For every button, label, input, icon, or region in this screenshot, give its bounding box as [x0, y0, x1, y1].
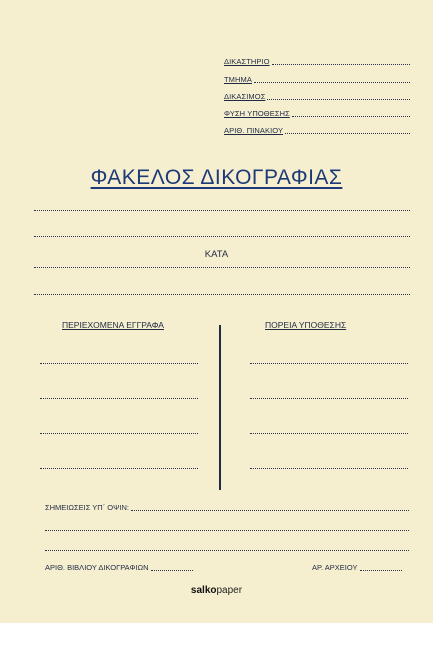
- case-book-field: [45, 562, 193, 572]
- notes-label: ΣΗΜΕΙΩΣΕΙΣ ΥΠ΄ ΟΨΙΝ:: [45, 503, 129, 512]
- progress-line-2[interactable]: [250, 397, 408, 399]
- contents-line-2[interactable]: [40, 397, 198, 399]
- hearing-date-label: ΔΙΚΑΣΙΜΟΣ: [224, 92, 266, 101]
- archive-field: [312, 562, 402, 572]
- notes-line-2[interactable]: [45, 529, 409, 531]
- brand-name-bold: salko: [190, 585, 217, 596]
- hearing-date-fill-line[interactable]: [267, 98, 410, 100]
- case-nature-label: ΦΥΣΗ ΥΠΟΘΕΣΗΣ: [224, 109, 290, 118]
- notes-line-3[interactable]: [45, 549, 409, 551]
- versus-label: ΚΑΤΑ: [204, 249, 229, 260]
- case-nature-fill-line[interactable]: [292, 115, 410, 117]
- column-divider: [219, 325, 221, 490]
- court-field: [224, 56, 410, 66]
- section-fill-line[interactable]: [254, 81, 410, 83]
- docket-number-field: [224, 125, 410, 135]
- progress-line-1[interactable]: [250, 362, 408, 364]
- notes-line-1[interactable]: [131, 509, 409, 511]
- contents-heading: ΠΕΡΙΕΧΟΜΕΝΑ ΕΓΓΡΑΦΑ: [62, 320, 164, 330]
- docket-number-fill-line[interactable]: [285, 132, 410, 134]
- progress-line-3[interactable]: [250, 432, 408, 434]
- party-line-1[interactable]: [34, 209, 410, 211]
- court-fill-line[interactable]: [272, 63, 410, 65]
- party-line-4[interactable]: [34, 293, 410, 295]
- notes-field: [45, 502, 409, 512]
- archive-label: ΑΡ. ΑΡΧΕΙΟΥ: [312, 563, 358, 572]
- section-label: ΤΜΗΜΑ: [224, 75, 252, 84]
- contents-line-1[interactable]: [40, 362, 198, 364]
- brand-logo: [0, 585, 433, 596]
- party-line-2[interactable]: [34, 235, 410, 237]
- case-nature-field: [224, 108, 410, 118]
- hearing-date-field: [224, 91, 410, 101]
- section-field: [224, 74, 410, 84]
- archive-fill-line[interactable]: [360, 569, 402, 571]
- contents-line-3[interactable]: [40, 432, 198, 434]
- docket-number-label: ΑΡΙΘ. ΠΙΝΑΚΙΟΥ: [224, 126, 284, 135]
- case-progress-heading: ΠΟΡΕΙΑ ΥΠΟΘΕΣΗΣ: [265, 320, 347, 330]
- brand-name-light: paper: [216, 585, 243, 596]
- court-label: ΔΙΚΑΣΤΗΡΙΟ: [224, 57, 270, 66]
- case-book-label: ΑΡΙΘ. ΒΙΒΛΙΟΥ ΔΙΚΟΓΡΑΦΙΩΝ: [45, 563, 149, 572]
- page-title: ΦΑΚΕΛΟΣ ΔΙΚΟΓΡΑΦΙΑΣ: [90, 166, 343, 189]
- progress-line-4[interactable]: [250, 467, 408, 469]
- party-line-3[interactable]: [34, 266, 410, 268]
- contents-line-4[interactable]: [40, 467, 198, 469]
- case-book-fill-line[interactable]: [151, 569, 193, 571]
